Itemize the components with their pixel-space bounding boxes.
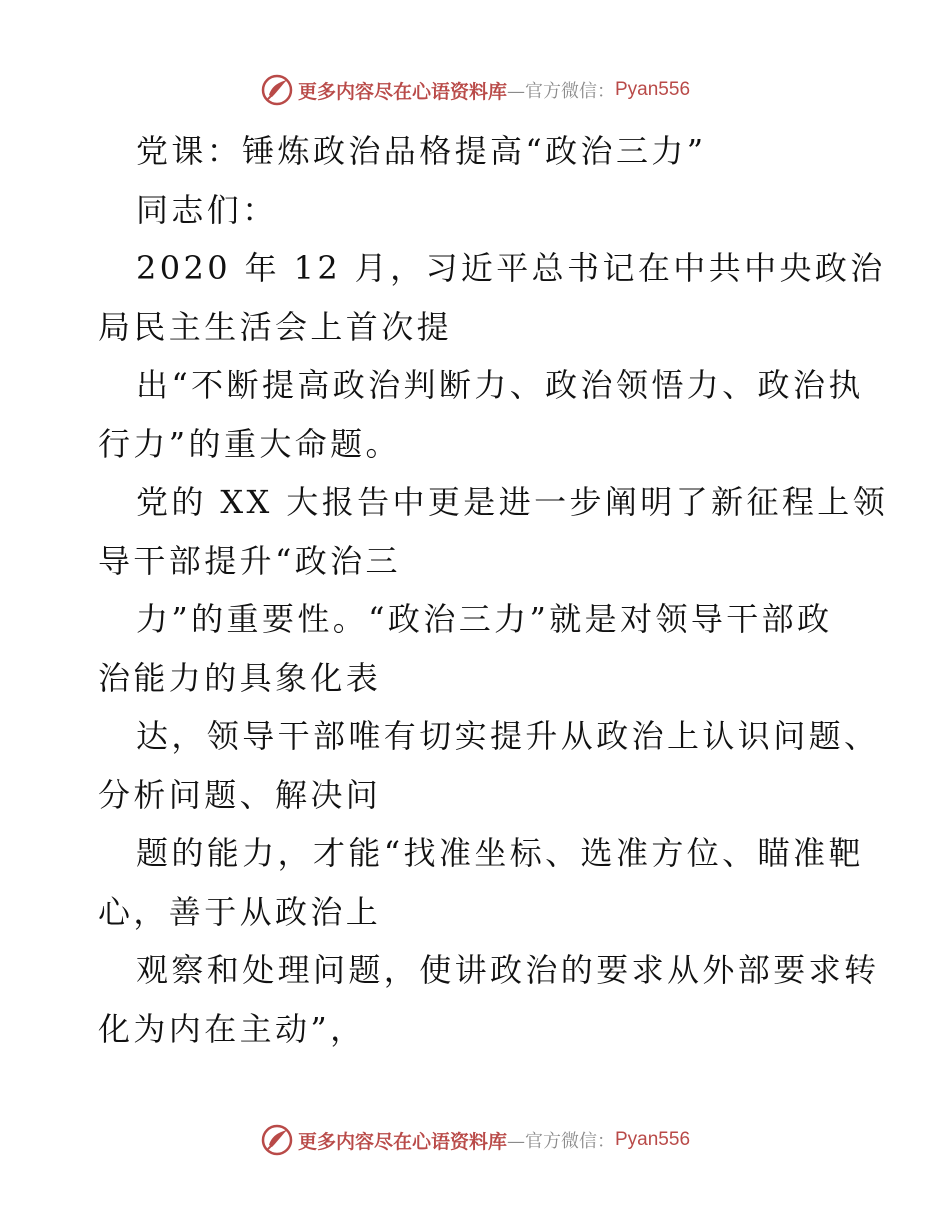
banner-separator-label: —官方微信： — [507, 81, 615, 102]
footer-banner — [0, 1120, 950, 1160]
paragraph-line: 党的 XX 大报告中更是进一步阐明了新征程上领 — [136, 483, 889, 521]
paragraph-line: 2020 年 12 月，习近平总书记在中共中央政治 — [136, 249, 886, 287]
banner-title: 更多内容尽在心语资料库 — [297, 1130, 507, 1153]
document-title: 党课：锤炼政治品格提高“政治三力” — [136, 132, 707, 170]
banner-separator-label: —官方微信： — [507, 1131, 615, 1152]
paragraph-line: 力”的重要性。“政治三力”就是对领导干部政 — [136, 600, 833, 638]
brand-logo-icon — [260, 1123, 294, 1157]
document-body — [98, 122, 889, 1058]
paragraph-line: 导干部提升“政治三 — [98, 541, 401, 580]
paragraph-line: 心，善于从政治上 — [98, 892, 382, 931]
banner-wechat-id: Pyan556 — [615, 1129, 691, 1150]
header-banner — [0, 70, 950, 110]
paragraph-line: 出“不断提高政治判断力、政治领悟力、政治执 — [136, 366, 864, 404]
banner-wechat-id: Pyan556 — [615, 79, 691, 100]
paragraph-line: 行力”的重大命题。 — [98, 424, 401, 463]
paragraph-line: 题的能力，才能“找准坐标、选准方位、瞄准靶 — [136, 834, 864, 872]
salutation: 同志们： — [136, 190, 278, 229]
paragraph-line: 观察和处理问题，使讲政治的要求从外部要求转 — [136, 951, 880, 989]
paragraph-line: 化为内在主动”， — [98, 1009, 366, 1048]
paragraph-line: 治能力的具象化表 — [98, 658, 382, 697]
brand-logo-icon — [260, 73, 294, 107]
paragraph-line: 分析问题、解决问 — [98, 775, 382, 814]
paragraph-line: 达，领导干部唯有切实提升从政治上认识问题、 — [136, 717, 880, 755]
paragraph-line: 局民主生活会上首次提 — [98, 307, 453, 346]
banner-title: 更多内容尽在心语资料库 — [297, 80, 507, 103]
